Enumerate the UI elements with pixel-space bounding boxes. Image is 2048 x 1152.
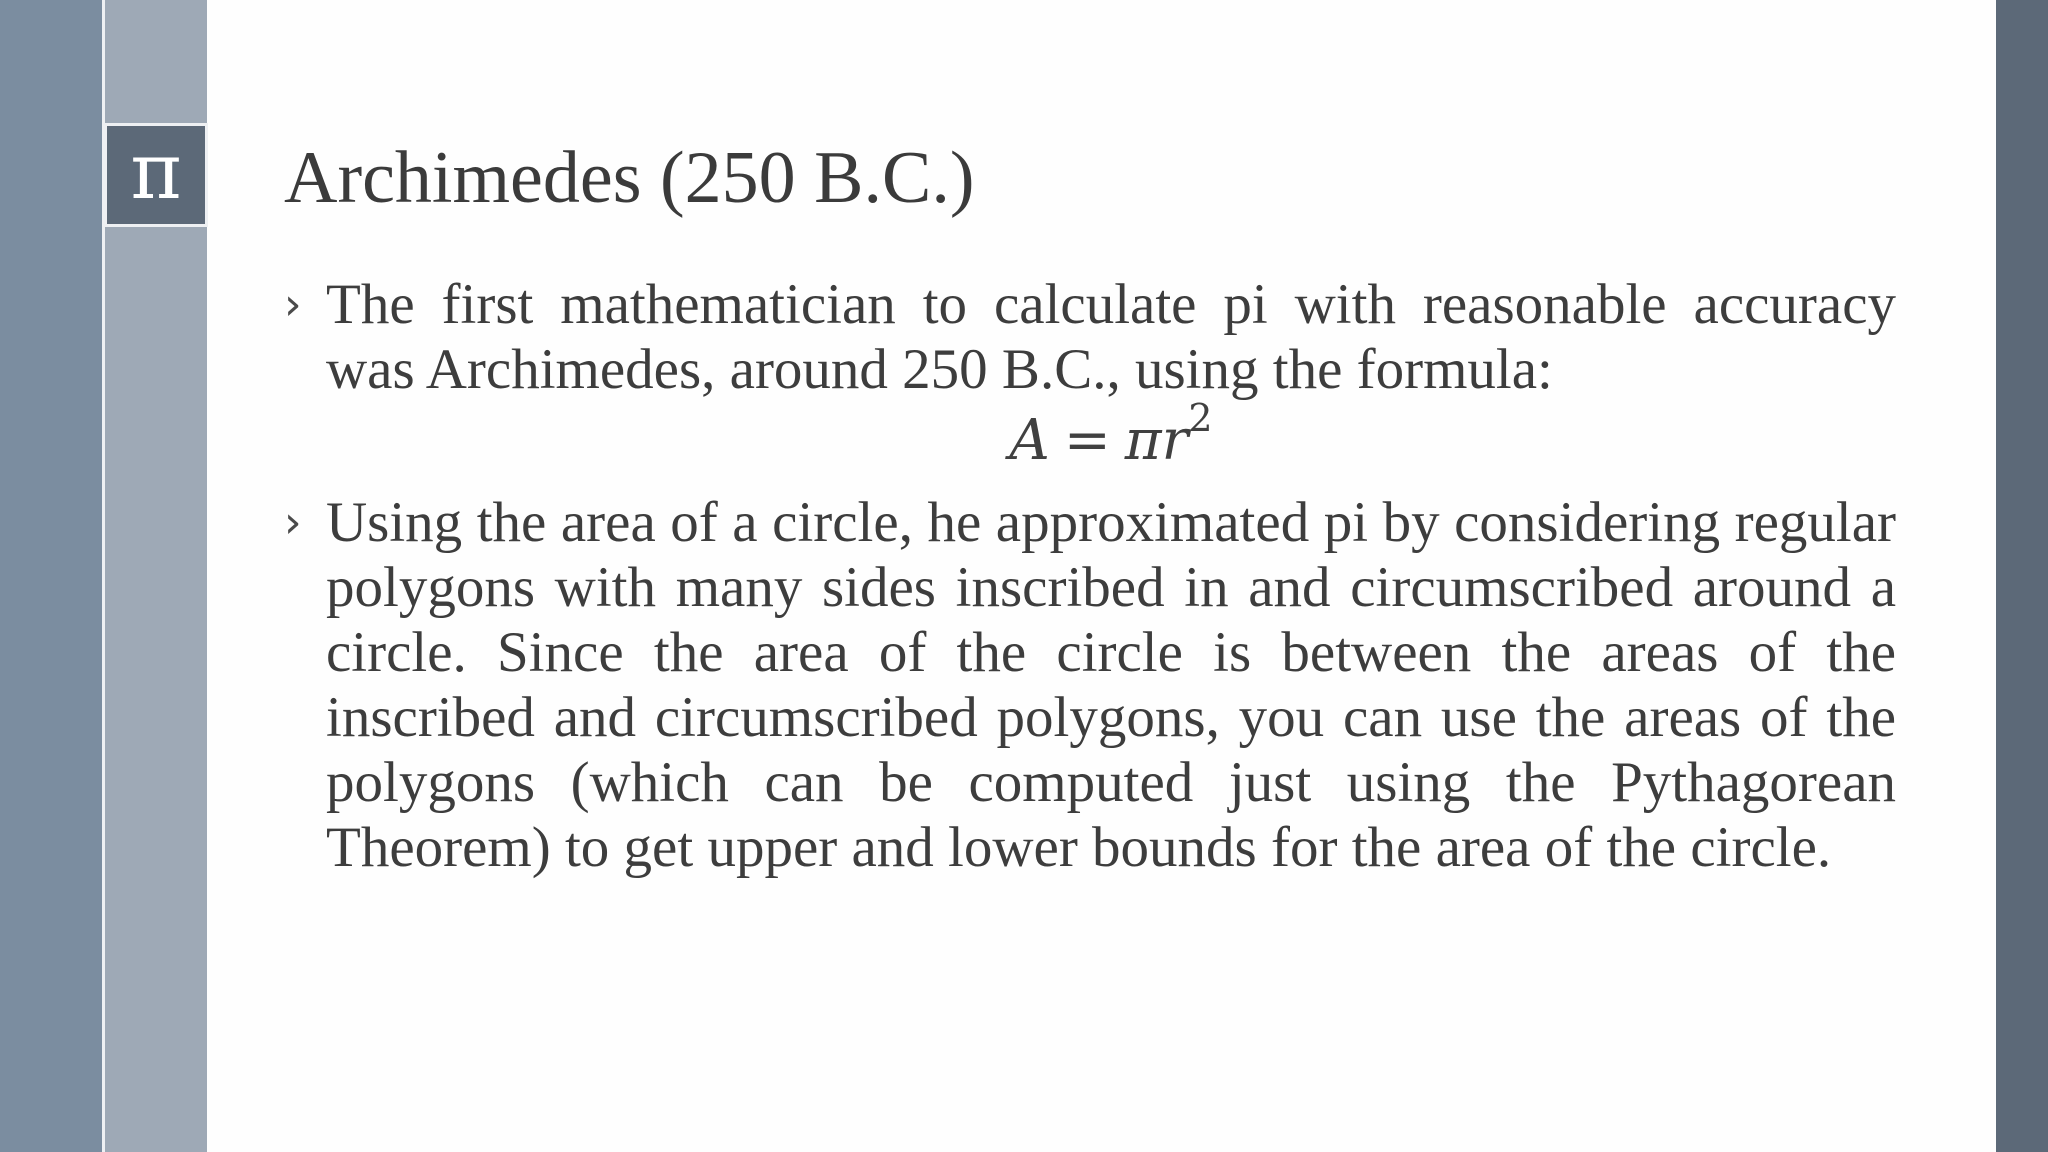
formula-equals: = bbox=[1063, 408, 1111, 473]
area-formula bbox=[284, 396, 1896, 476]
right-band bbox=[1996, 0, 2048, 1152]
formula-lhs: A bbox=[1009, 408, 1050, 473]
bullet-text: The first mathematician to calculate pi with reasonable accuracy was Archimedes, around 250 B.C., using the formula: bbox=[326, 273, 1896, 401]
bullet-text: Using the area of a circle, he approximated pi by considering regular polygons with many sides inscribed in and circumscribed around a circle. Since the area of the circle is between the areas of the inscribed and circumscribed polygons, you can use the areas of the polygons (which can be computed just using the Pythagorean Theorem) to get upper and lower bounds for the area of the circle. bbox=[326, 491, 1896, 879]
pi-icon: π bbox=[130, 127, 182, 217]
slide-title: Archimedes (250 B.C.) bbox=[284, 137, 975, 219]
bullet-item bbox=[284, 490, 1896, 880]
slide-content bbox=[284, 272, 1896, 880]
pi-badge bbox=[104, 123, 208, 227]
formula-exponent: 2 bbox=[1188, 396, 1213, 440]
bullet-chevron-icon: › bbox=[284, 279, 302, 330]
formula-rhs: πr bbox=[1124, 408, 1189, 473]
bullet-item bbox=[284, 272, 1896, 402]
bullet-chevron-icon: › bbox=[284, 497, 302, 548]
left-outer-band bbox=[0, 0, 102, 1152]
